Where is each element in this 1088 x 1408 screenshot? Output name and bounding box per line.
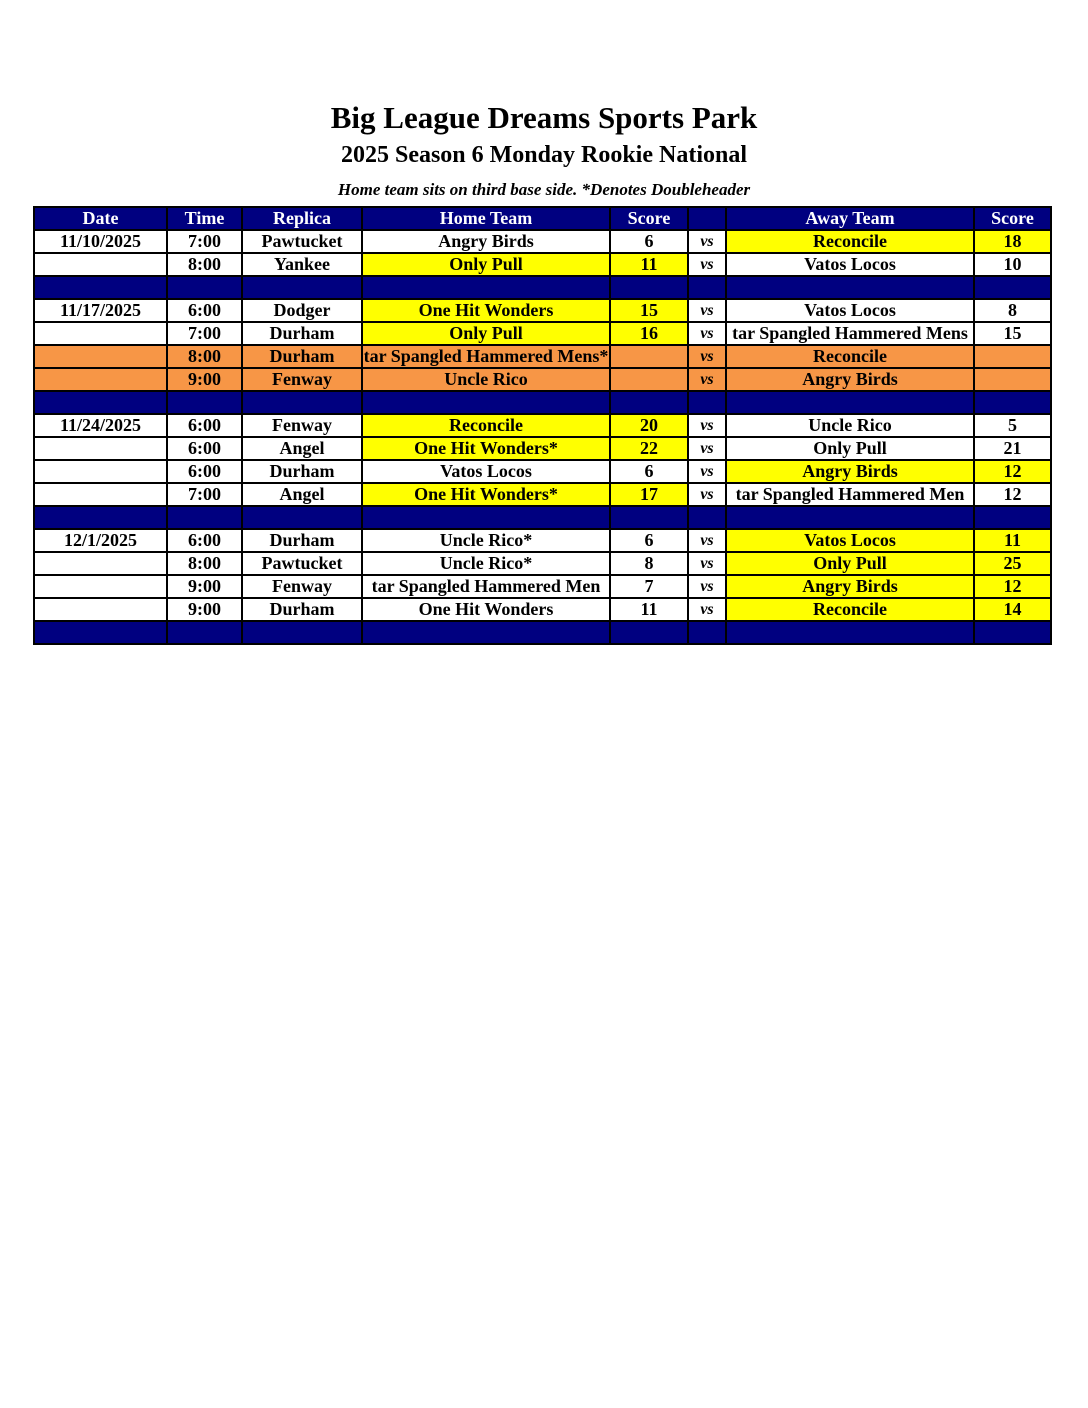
cell-date: 12/1/2025: [34, 529, 167, 552]
separator-cell: [34, 506, 167, 529]
cell-away-score: 25: [974, 552, 1051, 575]
cell-date: 11/17/2025: [34, 299, 167, 322]
table-row: [34, 598, 1051, 621]
cell-time: 7:00: [167, 230, 242, 253]
cell-home-score: 16: [610, 322, 688, 345]
cell-vs: vs: [688, 483, 726, 506]
separator-cell: [34, 621, 167, 644]
cell-home-team: Uncle Rico: [362, 368, 610, 391]
cell-home-team: tar Spangled Hammered Mens*: [363, 346, 609, 366]
cell-away-score: [974, 368, 1051, 391]
cell-date: [34, 552, 167, 575]
cell-vs: vs: [688, 322, 726, 345]
cell-home-score: 6: [610, 460, 688, 483]
separator-cell: [167, 276, 242, 299]
separator-cell: [362, 621, 610, 644]
separator-cell: [726, 391, 974, 414]
cell-replica: Pawtucket: [242, 230, 362, 253]
cell-home-score: 11: [610, 253, 688, 276]
cell-away-score: 5: [974, 414, 1051, 437]
cell-vs: vs: [688, 598, 726, 621]
cell-time: 6:00: [167, 529, 242, 552]
separator-cell: [688, 506, 726, 529]
cell-home-score: 8: [610, 552, 688, 575]
cell-time: 8:00: [167, 345, 242, 368]
cell-home-score: [610, 368, 688, 391]
cell-time: 6:00: [167, 414, 242, 437]
cell-vs: vs: [688, 299, 726, 322]
cell-home-score: 15: [610, 299, 688, 322]
cell-replica: Yankee: [242, 253, 362, 276]
page-subtitle: 2025 Season 6 Monday Rookie National: [340, 142, 748, 168]
cell-away-team: Vatos Locos: [726, 253, 974, 276]
cell-home-team: Vatos Locos: [362, 460, 610, 483]
cell-time: 6:00: [167, 460, 242, 483]
separator-row: [34, 276, 1051, 299]
cell-away-team: tar Spangled Hammered Men: [726, 483, 974, 506]
separator-cell: [610, 276, 688, 299]
schedule-note: Home team sits on third base side. *Denotes Doubleheader: [337, 180, 751, 199]
cell-away-team: Vatos Locos: [726, 299, 974, 322]
table-row: [34, 368, 1051, 391]
cell-date: [34, 483, 167, 506]
separator-cell: [242, 391, 362, 414]
separator-cell: [242, 506, 362, 529]
cell-away-score: 8: [974, 299, 1051, 322]
cell-away-team: Angry Birds: [726, 368, 974, 391]
separator-cell: [167, 391, 242, 414]
cell-home-score: 17: [610, 483, 688, 506]
cell-home-score: 20: [610, 414, 688, 437]
cell-vs: vs: [688, 460, 726, 483]
cell-time: 9:00: [167, 598, 242, 621]
cell-replica: Durham: [242, 598, 362, 621]
separator-row: [34, 621, 1051, 644]
separator-cell: [688, 621, 726, 644]
separator-cell: [726, 276, 974, 299]
separator-cell: [362, 506, 610, 529]
col-header-away-team: Away Team: [726, 207, 974, 230]
cell-home-team: Angry Birds: [362, 230, 610, 253]
cell-away-score: 12: [974, 575, 1051, 598]
separator-cell: [167, 506, 242, 529]
cell-away-team: Only Pull: [726, 552, 974, 575]
cell-away-score: 10: [974, 253, 1051, 276]
cell-home-team: One Hit Wonders: [362, 598, 610, 621]
cell-home-score: 11: [610, 598, 688, 621]
cell-away-score: 18: [974, 230, 1051, 253]
page-title: Big League Dreams Sports Park: [330, 100, 758, 135]
cell-replica: Angel: [242, 483, 362, 506]
col-header-replica: Replica: [242, 207, 362, 230]
table-row: [34, 299, 1051, 322]
cell-away-score: 15: [974, 322, 1051, 345]
separator-cell: [726, 506, 974, 529]
col-header-date: Date: [34, 207, 167, 230]
cell-away-score: 21: [974, 437, 1051, 460]
separator-cell: [242, 276, 362, 299]
col-header-time: Time: [167, 207, 242, 230]
separator-cell: [974, 506, 1051, 529]
cell-vs: vs: [688, 575, 726, 598]
cell-away-score: 14: [974, 598, 1051, 621]
cell-vs: vs: [688, 437, 726, 460]
cell-home-team: tar Spangled Hammered Men: [362, 575, 610, 598]
cell-time: 6:00: [167, 437, 242, 460]
col-header-home-score: Score: [610, 207, 688, 230]
cell-vs: vs: [688, 230, 726, 253]
cell-away-team: tar Spangled Hammered Mens: [726, 322, 974, 345]
separator-cell: [167, 621, 242, 644]
separator-cell: [974, 276, 1051, 299]
cell-replica: Durham: [242, 460, 362, 483]
cell-time: 9:00: [167, 368, 242, 391]
cell-away-team: Only Pull: [726, 437, 974, 460]
cell-time: 7:00: [167, 483, 242, 506]
cell-away-team: Reconcile: [726, 598, 974, 621]
separator-cell: [362, 391, 610, 414]
cell-away-team: Reconcile: [726, 345, 974, 368]
cell-away-team: Angry Birds: [726, 575, 974, 598]
cell-time: 8:00: [167, 253, 242, 276]
separator-cell: [688, 391, 726, 414]
separator-cell: [610, 621, 688, 644]
table-row: [34, 460, 1051, 483]
schedule-table: [33, 206, 1052, 645]
cell-vs: vs: [688, 368, 726, 391]
cell-time: 9:00: [167, 575, 242, 598]
cell-away-team: Reconcile: [726, 230, 974, 253]
cell-home-team: Uncle Rico*: [362, 529, 610, 552]
cell-home-team: One Hit Wonders*: [362, 437, 610, 460]
cell-replica: Angel: [242, 437, 362, 460]
cell-vs: vs: [688, 414, 726, 437]
cell-home-score: 6: [610, 529, 688, 552]
separator-cell: [974, 391, 1051, 414]
col-header-vs: [688, 207, 726, 230]
cell-home-team: Reconcile: [362, 414, 610, 437]
separator-cell: [688, 276, 726, 299]
cell-replica: Durham: [242, 322, 362, 345]
cell-home-team: One Hit Wonders: [362, 299, 610, 322]
table-row: [34, 552, 1051, 575]
cell-home-team: Only Pull: [362, 322, 610, 345]
separator-cell: [974, 621, 1051, 644]
cell-away-team: Uncle Rico: [726, 414, 974, 437]
cell-replica: Durham: [242, 529, 362, 552]
separator-row: [34, 506, 1051, 529]
cell-date: [34, 460, 167, 483]
cell-away-team: Vatos Locos: [726, 529, 974, 552]
separator-cell: [726, 621, 974, 644]
cell-replica: Fenway: [242, 414, 362, 437]
cell-date: [34, 322, 167, 345]
table-row: [34, 414, 1051, 437]
separator-cell: [34, 276, 167, 299]
separator-cell: [242, 621, 362, 644]
table-row: [34, 253, 1051, 276]
cell-date: 11/24/2025: [34, 414, 167, 437]
cell-vs: vs: [688, 552, 726, 575]
cell-vs: vs: [688, 253, 726, 276]
cell-time: 7:00: [167, 322, 242, 345]
col-header-home-team: Home Team: [362, 207, 610, 230]
cell-vs: vs: [688, 345, 726, 368]
table-row: [34, 575, 1051, 598]
separator-row: [34, 391, 1051, 414]
cell-date: [34, 598, 167, 621]
cell-replica: Fenway: [242, 575, 362, 598]
cell-replica: Durham: [242, 345, 362, 368]
separator-cell: [362, 276, 610, 299]
cell-away-score: 11: [974, 529, 1051, 552]
table-row: [34, 437, 1051, 460]
cell-home-score: 22: [610, 437, 688, 460]
table-row: [34, 322, 1051, 345]
cell-away-score: 12: [974, 483, 1051, 506]
cell-time: 8:00: [167, 552, 242, 575]
cell-home-team: Uncle Rico*: [362, 552, 610, 575]
separator-cell: [610, 506, 688, 529]
cell-home-score: 7: [610, 575, 688, 598]
cell-date: 11/10/2025: [34, 230, 167, 253]
separator-cell: [34, 391, 167, 414]
cell-replica: Pawtucket: [242, 552, 362, 575]
cell-date: [34, 437, 167, 460]
cell-replica: Fenway: [242, 368, 362, 391]
cell-date: [34, 345, 167, 368]
table-row: [34, 529, 1051, 552]
separator-cell: [610, 391, 688, 414]
cell-away-score: 12: [974, 460, 1051, 483]
table-row: [34, 345, 1051, 368]
header-row: [34, 207, 1051, 230]
cell-date: [34, 575, 167, 598]
cell-home-team: One Hit Wonders*: [362, 483, 610, 506]
cell-away-team: Angry Birds: [726, 460, 974, 483]
cell-time: 6:00: [167, 299, 242, 322]
cell-home-score: [610, 345, 688, 368]
cell-home-score: 6: [610, 230, 688, 253]
table-row: [34, 230, 1051, 253]
col-header-away-score: Score: [974, 207, 1051, 230]
cell-vs: vs: [688, 529, 726, 552]
cell-home-team: Only Pull: [362, 253, 610, 276]
cell-replica: Dodger: [242, 299, 362, 322]
cell-away-score: [974, 345, 1051, 368]
cell-date: [34, 253, 167, 276]
cell-date: [34, 368, 167, 391]
table-row: [34, 483, 1051, 506]
